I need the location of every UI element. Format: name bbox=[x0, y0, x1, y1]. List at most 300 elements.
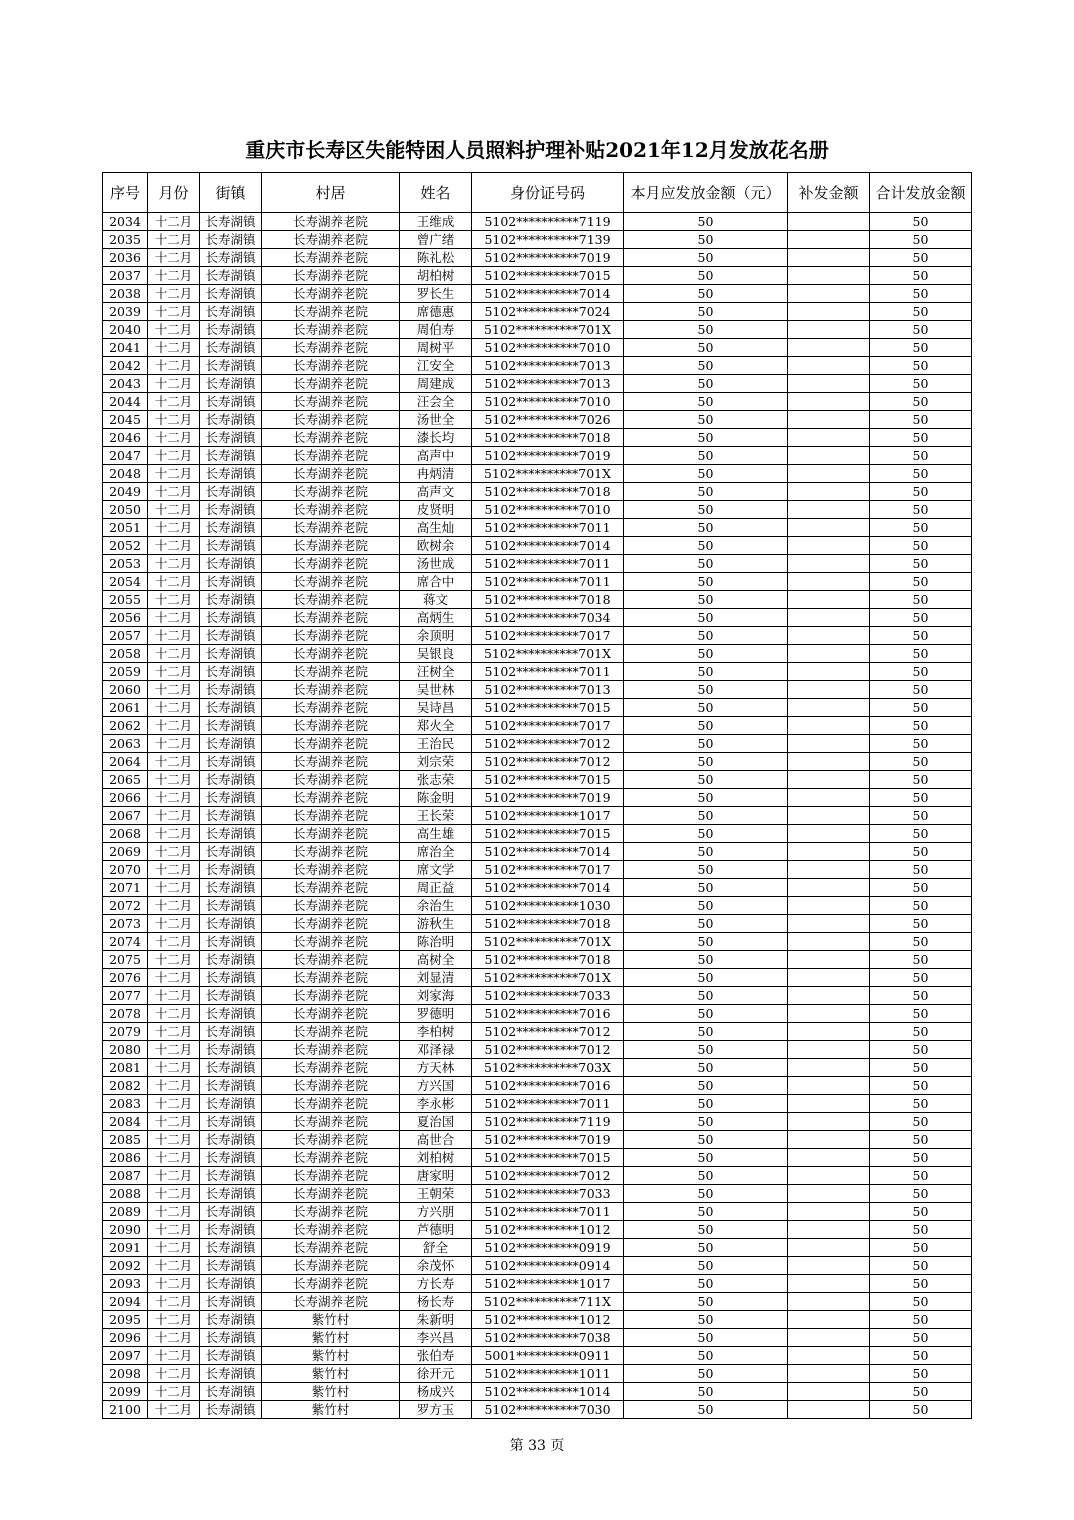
cell-month: 十二月 bbox=[148, 627, 200, 645]
cell-town: 长寿湖镇 bbox=[200, 879, 262, 897]
cell-serial: 2099 bbox=[103, 1383, 148, 1401]
cell-supplement bbox=[788, 357, 870, 375]
cell-serial: 2056 bbox=[103, 609, 148, 627]
cell-total: 50 bbox=[870, 1077, 972, 1095]
cell-id-number: 5102**********7013 bbox=[472, 357, 624, 375]
cell-total: 50 bbox=[870, 501, 972, 519]
cell-town: 长寿湖镇 bbox=[200, 357, 262, 375]
cell-village: 长寿湖养老院 bbox=[262, 879, 400, 897]
cell-month: 十二月 bbox=[148, 231, 200, 249]
cell-supplement bbox=[788, 951, 870, 969]
cell-name: 高树全 bbox=[400, 951, 472, 969]
cell-monthly-amount: 50 bbox=[624, 357, 788, 375]
cell-total: 50 bbox=[870, 879, 972, 897]
cell-supplement bbox=[788, 1293, 870, 1311]
cell-supplement bbox=[788, 447, 870, 465]
cell-name: 王维成 bbox=[400, 213, 472, 231]
cell-supplement bbox=[788, 519, 870, 537]
cell-id-number: 5102**********711X bbox=[472, 1293, 624, 1311]
cell-village: 长寿湖养老院 bbox=[262, 555, 400, 573]
cell-id-number: 5102**********1011 bbox=[472, 1365, 624, 1383]
cell-name: 胡柏树 bbox=[400, 267, 472, 285]
table-row bbox=[103, 1347, 972, 1365]
cell-serial: 2070 bbox=[103, 861, 148, 879]
cell-supplement bbox=[788, 897, 870, 915]
header-id-number: 身份证号码 bbox=[472, 173, 624, 213]
cell-serial: 2057 bbox=[103, 627, 148, 645]
table-row bbox=[103, 609, 972, 627]
cell-village: 长寿湖养老院 bbox=[262, 663, 400, 681]
cell-village: 紫竹村 bbox=[262, 1365, 400, 1383]
cell-month: 十二月 bbox=[148, 879, 200, 897]
cell-serial: 2097 bbox=[103, 1347, 148, 1365]
cell-supplement bbox=[788, 1257, 870, 1275]
cell-name: 罗长生 bbox=[400, 285, 472, 303]
cell-village: 长寿湖养老院 bbox=[262, 411, 400, 429]
cell-village: 长寿湖养老院 bbox=[262, 573, 400, 591]
header-total: 合计发放金额 bbox=[870, 173, 972, 213]
cell-town: 长寿湖镇 bbox=[200, 987, 262, 1005]
cell-month: 十二月 bbox=[148, 1185, 200, 1203]
table-row bbox=[103, 1077, 972, 1095]
cell-town: 长寿湖镇 bbox=[200, 843, 262, 861]
cell-serial: 2095 bbox=[103, 1311, 148, 1329]
cell-name: 杨成兴 bbox=[400, 1383, 472, 1401]
cell-serial: 2093 bbox=[103, 1275, 148, 1293]
cell-month: 十二月 bbox=[148, 465, 200, 483]
cell-total: 50 bbox=[870, 1365, 972, 1383]
cell-id-number: 5102**********7019 bbox=[472, 1131, 624, 1149]
cell-monthly-amount: 50 bbox=[624, 987, 788, 1005]
cell-name: 周树平 bbox=[400, 339, 472, 357]
cell-supplement bbox=[788, 375, 870, 393]
cell-month: 十二月 bbox=[148, 1095, 200, 1113]
table-row bbox=[103, 1311, 972, 1329]
cell-village: 长寿湖养老院 bbox=[262, 753, 400, 771]
cell-id-number: 5102**********7016 bbox=[472, 1005, 624, 1023]
cell-month: 十二月 bbox=[148, 1275, 200, 1293]
header-town: 街镇 bbox=[200, 173, 262, 213]
cell-supplement bbox=[788, 1221, 870, 1239]
cell-monthly-amount: 50 bbox=[624, 447, 788, 465]
cell-name: 高世合 bbox=[400, 1131, 472, 1149]
cell-monthly-amount: 50 bbox=[624, 1383, 788, 1401]
cell-serial: 2077 bbox=[103, 987, 148, 1005]
cell-monthly-amount: 50 bbox=[624, 1347, 788, 1365]
cell-supplement bbox=[788, 1329, 870, 1347]
cell-total: 50 bbox=[870, 609, 972, 627]
cell-total: 50 bbox=[870, 591, 972, 609]
cell-supplement bbox=[788, 933, 870, 951]
table-row bbox=[103, 1131, 972, 1149]
cell-village: 长寿湖养老院 bbox=[262, 249, 400, 267]
cell-id-number: 5102**********701X bbox=[472, 321, 624, 339]
cell-monthly-amount: 50 bbox=[624, 1401, 788, 1419]
cell-id-number: 5102**********7033 bbox=[472, 1185, 624, 1203]
cell-monthly-amount: 50 bbox=[624, 393, 788, 411]
cell-month: 十二月 bbox=[148, 1023, 200, 1041]
cell-month: 十二月 bbox=[148, 591, 200, 609]
cell-month: 十二月 bbox=[148, 753, 200, 771]
table-row bbox=[103, 267, 972, 285]
cell-name: 李永彬 bbox=[400, 1095, 472, 1113]
cell-monthly-amount: 50 bbox=[624, 591, 788, 609]
cell-town: 长寿湖镇 bbox=[200, 393, 262, 411]
cell-month: 十二月 bbox=[148, 213, 200, 231]
cell-id-number: 5102**********7018 bbox=[472, 591, 624, 609]
cell-monthly-amount: 50 bbox=[624, 375, 788, 393]
cell-id-number: 5102**********7010 bbox=[472, 339, 624, 357]
cell-supplement bbox=[788, 789, 870, 807]
cell-supplement bbox=[788, 1185, 870, 1203]
cell-month: 十二月 bbox=[148, 249, 200, 267]
cell-town: 长寿湖镇 bbox=[200, 915, 262, 933]
cell-serial: 2055 bbox=[103, 591, 148, 609]
cell-village: 长寿湖养老院 bbox=[262, 645, 400, 663]
cell-supplement bbox=[788, 501, 870, 519]
cell-village: 长寿湖养老院 bbox=[262, 339, 400, 357]
cell-village: 紫竹村 bbox=[262, 1401, 400, 1419]
cell-id-number: 5102**********1030 bbox=[472, 897, 624, 915]
cell-total: 50 bbox=[870, 897, 972, 915]
cell-name: 王治民 bbox=[400, 735, 472, 753]
cell-total: 50 bbox=[870, 969, 972, 987]
table-row bbox=[103, 933, 972, 951]
cell-monthly-amount: 50 bbox=[624, 573, 788, 591]
cell-total: 50 bbox=[870, 1257, 972, 1275]
table-row bbox=[103, 1257, 972, 1275]
cell-id-number: 5102**********7119 bbox=[472, 1113, 624, 1131]
table-row bbox=[103, 825, 972, 843]
cell-month: 十二月 bbox=[148, 321, 200, 339]
cell-town: 长寿湖镇 bbox=[200, 1131, 262, 1149]
cell-total: 50 bbox=[870, 285, 972, 303]
cell-supplement bbox=[788, 483, 870, 501]
table-row bbox=[103, 1041, 972, 1059]
header-supplement: 补发金额 bbox=[788, 173, 870, 213]
cell-village: 长寿湖养老院 bbox=[262, 1239, 400, 1257]
cell-id-number: 5102**********701X bbox=[472, 969, 624, 987]
cell-id-number: 5102**********7015 bbox=[472, 825, 624, 843]
cell-supplement bbox=[788, 987, 870, 1005]
cell-town: 长寿湖镇 bbox=[200, 1311, 262, 1329]
cell-month: 十二月 bbox=[148, 1203, 200, 1221]
cell-name: 邓泽禄 bbox=[400, 1041, 472, 1059]
cell-supplement bbox=[788, 681, 870, 699]
cell-town: 长寿湖镇 bbox=[200, 663, 262, 681]
cell-town: 长寿湖镇 bbox=[200, 735, 262, 753]
table-row bbox=[103, 1149, 972, 1167]
cell-serial: 2042 bbox=[103, 357, 148, 375]
cell-month: 十二月 bbox=[148, 1401, 200, 1419]
cell-village: 长寿湖养老院 bbox=[262, 375, 400, 393]
cell-supplement bbox=[788, 1203, 870, 1221]
table-row bbox=[103, 303, 972, 321]
cell-name: 方兴朋 bbox=[400, 1203, 472, 1221]
cell-id-number: 5102**********7011 bbox=[472, 555, 624, 573]
cell-village: 长寿湖养老院 bbox=[262, 1095, 400, 1113]
cell-name: 周伯寿 bbox=[400, 321, 472, 339]
cell-supplement bbox=[788, 915, 870, 933]
cell-name: 吴世林 bbox=[400, 681, 472, 699]
cell-name: 席文学 bbox=[400, 861, 472, 879]
cell-serial: 2045 bbox=[103, 411, 148, 429]
cell-month: 十二月 bbox=[148, 789, 200, 807]
table-row bbox=[103, 465, 972, 483]
cell-serial: 2036 bbox=[103, 249, 148, 267]
cell-total: 50 bbox=[870, 1095, 972, 1113]
cell-village: 长寿湖养老院 bbox=[262, 699, 400, 717]
cell-serial: 2064 bbox=[103, 753, 148, 771]
cell-month: 十二月 bbox=[148, 555, 200, 573]
cell-monthly-amount: 50 bbox=[624, 267, 788, 285]
cell-supplement bbox=[788, 717, 870, 735]
table-row bbox=[103, 969, 972, 987]
cell-town: 长寿湖镇 bbox=[200, 1095, 262, 1113]
table-row bbox=[103, 537, 972, 555]
cell-monthly-amount: 50 bbox=[624, 627, 788, 645]
cell-total: 50 bbox=[870, 267, 972, 285]
cell-total: 50 bbox=[870, 1149, 972, 1167]
cell-serial: 2052 bbox=[103, 537, 148, 555]
cell-id-number: 5102**********7011 bbox=[472, 1095, 624, 1113]
cell-village: 长寿湖养老院 bbox=[262, 1257, 400, 1275]
cell-serial: 2046 bbox=[103, 429, 148, 447]
cell-supplement bbox=[788, 555, 870, 573]
cell-village: 长寿湖养老院 bbox=[262, 267, 400, 285]
cell-town: 长寿湖镇 bbox=[200, 1113, 262, 1131]
cell-monthly-amount: 50 bbox=[624, 1239, 788, 1257]
cell-total: 50 bbox=[870, 825, 972, 843]
table-row bbox=[103, 915, 972, 933]
cell-total: 50 bbox=[870, 1041, 972, 1059]
table-row bbox=[103, 231, 972, 249]
cell-town: 长寿湖镇 bbox=[200, 1185, 262, 1203]
cell-village: 长寿湖养老院 bbox=[262, 933, 400, 951]
cell-town: 长寿湖镇 bbox=[200, 501, 262, 519]
cell-town: 长寿湖镇 bbox=[200, 807, 262, 825]
cell-id-number: 5102**********7018 bbox=[472, 429, 624, 447]
cell-town: 长寿湖镇 bbox=[200, 717, 262, 735]
cell-town: 长寿湖镇 bbox=[200, 1203, 262, 1221]
cell-town: 长寿湖镇 bbox=[200, 861, 262, 879]
table-row bbox=[103, 213, 972, 231]
cell-total: 50 bbox=[870, 915, 972, 933]
cell-town: 长寿湖镇 bbox=[200, 447, 262, 465]
table-row bbox=[103, 753, 972, 771]
cell-id-number: 5001**********0911 bbox=[472, 1347, 624, 1365]
cell-id-number: 5102**********7024 bbox=[472, 303, 624, 321]
cell-village: 长寿湖养老院 bbox=[262, 519, 400, 537]
cell-name: 余茂怀 bbox=[400, 1257, 472, 1275]
cell-month: 十二月 bbox=[148, 483, 200, 501]
cell-village: 紫竹村 bbox=[262, 1329, 400, 1347]
cell-serial: 2035 bbox=[103, 231, 148, 249]
cell-id-number: 5102**********7014 bbox=[472, 537, 624, 555]
cell-town: 长寿湖镇 bbox=[200, 1329, 262, 1347]
cell-serial: 2059 bbox=[103, 663, 148, 681]
table-row bbox=[103, 1203, 972, 1221]
cell-supplement bbox=[788, 1149, 870, 1167]
table-row bbox=[103, 1383, 972, 1401]
cell-serial: 2078 bbox=[103, 1005, 148, 1023]
cell-name: 汪树全 bbox=[400, 663, 472, 681]
cell-monthly-amount: 50 bbox=[624, 483, 788, 501]
cell-name: 郑火全 bbox=[400, 717, 472, 735]
cell-supplement bbox=[788, 1095, 870, 1113]
cell-monthly-amount: 50 bbox=[624, 537, 788, 555]
table-row bbox=[103, 735, 972, 753]
cell-monthly-amount: 50 bbox=[624, 879, 788, 897]
cell-name: 方长寿 bbox=[400, 1275, 472, 1293]
cell-month: 十二月 bbox=[148, 987, 200, 1005]
cell-supplement bbox=[788, 285, 870, 303]
cell-supplement bbox=[788, 807, 870, 825]
cell-town: 长寿湖镇 bbox=[200, 1401, 262, 1419]
cell-total: 50 bbox=[870, 1311, 972, 1329]
cell-monthly-amount: 50 bbox=[624, 1059, 788, 1077]
table-row bbox=[103, 1167, 972, 1185]
cell-monthly-amount: 50 bbox=[624, 915, 788, 933]
cell-month: 十二月 bbox=[148, 573, 200, 591]
cell-town: 长寿湖镇 bbox=[200, 1257, 262, 1275]
cell-id-number: 5102**********7026 bbox=[472, 411, 624, 429]
cell-village: 长寿湖养老院 bbox=[262, 483, 400, 501]
cell-supplement bbox=[788, 1077, 870, 1095]
table-row bbox=[103, 483, 972, 501]
cell-supplement bbox=[788, 393, 870, 411]
cell-total: 50 bbox=[870, 231, 972, 249]
cell-town: 长寿湖镇 bbox=[200, 321, 262, 339]
cell-total: 50 bbox=[870, 393, 972, 411]
cell-id-number: 5102**********7013 bbox=[472, 681, 624, 699]
cell-name: 杨长寿 bbox=[400, 1293, 472, 1311]
cell-monthly-amount: 50 bbox=[624, 231, 788, 249]
cell-name: 方兴国 bbox=[400, 1077, 472, 1095]
cell-village: 长寿湖养老院 bbox=[262, 465, 400, 483]
cell-month: 十二月 bbox=[148, 519, 200, 537]
cell-id-number: 5102**********7013 bbox=[472, 375, 624, 393]
cell-month: 十二月 bbox=[148, 501, 200, 519]
cell-village: 长寿湖养老院 bbox=[262, 1293, 400, 1311]
cell-village: 长寿湖养老院 bbox=[262, 1221, 400, 1239]
cell-serial: 2065 bbox=[103, 771, 148, 789]
cell-month: 十二月 bbox=[148, 771, 200, 789]
cell-id-number: 5102**********7014 bbox=[472, 879, 624, 897]
cell-name: 李柏树 bbox=[400, 1023, 472, 1041]
cell-supplement bbox=[788, 213, 870, 231]
cell-monthly-amount: 50 bbox=[624, 213, 788, 231]
header-serial: 序号 bbox=[103, 173, 148, 213]
cell-village: 长寿湖养老院 bbox=[262, 429, 400, 447]
cell-total: 50 bbox=[870, 447, 972, 465]
cell-supplement bbox=[788, 825, 870, 843]
cell-month: 十二月 bbox=[148, 1059, 200, 1077]
cell-total: 50 bbox=[870, 357, 972, 375]
cell-village: 长寿湖养老院 bbox=[262, 735, 400, 753]
cell-monthly-amount: 50 bbox=[624, 1077, 788, 1095]
table-row bbox=[103, 573, 972, 591]
cell-monthly-amount: 50 bbox=[624, 1185, 788, 1203]
cell-serial: 2054 bbox=[103, 573, 148, 591]
cell-name: 唐家明 bbox=[400, 1167, 472, 1185]
cell-name: 欧树余 bbox=[400, 537, 472, 555]
cell-supplement bbox=[788, 465, 870, 483]
table-row bbox=[103, 249, 972, 267]
cell-total: 50 bbox=[870, 1167, 972, 1185]
cell-total: 50 bbox=[870, 1383, 972, 1401]
cell-month: 十二月 bbox=[148, 1005, 200, 1023]
cell-supplement bbox=[788, 969, 870, 987]
cell-name: 张志荣 bbox=[400, 771, 472, 789]
cell-serial: 2048 bbox=[103, 465, 148, 483]
cell-id-number: 5102**********1012 bbox=[472, 1221, 624, 1239]
cell-town: 长寿湖镇 bbox=[200, 969, 262, 987]
cell-serial: 2069 bbox=[103, 843, 148, 861]
cell-supplement bbox=[788, 735, 870, 753]
cell-monthly-amount: 50 bbox=[624, 339, 788, 357]
table-row bbox=[103, 987, 972, 1005]
cell-name: 余治生 bbox=[400, 897, 472, 915]
cell-name: 陈治明 bbox=[400, 933, 472, 951]
cell-supplement bbox=[788, 411, 870, 429]
cell-supplement bbox=[788, 1365, 870, 1383]
cell-total: 50 bbox=[870, 681, 972, 699]
cell-serial: 2044 bbox=[103, 393, 148, 411]
cell-monthly-amount: 50 bbox=[624, 825, 788, 843]
cell-serial: 2047 bbox=[103, 447, 148, 465]
cell-serial: 2038 bbox=[103, 285, 148, 303]
table-row bbox=[103, 951, 972, 969]
cell-month: 十二月 bbox=[148, 609, 200, 627]
cell-name: 李兴昌 bbox=[400, 1329, 472, 1347]
cell-id-number: 5102**********1017 bbox=[472, 807, 624, 825]
cell-total: 50 bbox=[870, 1131, 972, 1149]
cell-serial: 2098 bbox=[103, 1365, 148, 1383]
table-row bbox=[103, 375, 972, 393]
cell-name: 陈金明 bbox=[400, 789, 472, 807]
table-body bbox=[103, 213, 972, 1419]
cell-village: 长寿湖养老院 bbox=[262, 591, 400, 609]
cell-town: 长寿湖镇 bbox=[200, 249, 262, 267]
cell-serial: 2067 bbox=[103, 807, 148, 825]
cell-name: 王朝荣 bbox=[400, 1185, 472, 1203]
cell-town: 长寿湖镇 bbox=[200, 771, 262, 789]
cell-serial: 2050 bbox=[103, 501, 148, 519]
cell-serial: 2066 bbox=[103, 789, 148, 807]
cell-id-number: 5102**********7011 bbox=[472, 1203, 624, 1221]
cell-id-number: 5102**********701X bbox=[472, 465, 624, 483]
cell-supplement bbox=[788, 321, 870, 339]
cell-id-number: 5102**********7012 bbox=[472, 735, 624, 753]
cell-monthly-amount: 50 bbox=[624, 1005, 788, 1023]
cell-supplement bbox=[788, 699, 870, 717]
cell-serial: 2084 bbox=[103, 1113, 148, 1131]
cell-village: 长寿湖养老院 bbox=[262, 1077, 400, 1095]
cell-name: 高炳生 bbox=[400, 609, 472, 627]
cell-id-number: 5102**********703X bbox=[472, 1059, 624, 1077]
cell-serial: 2083 bbox=[103, 1095, 148, 1113]
cell-village: 长寿湖养老院 bbox=[262, 447, 400, 465]
cell-month: 十二月 bbox=[148, 1167, 200, 1185]
cell-village: 长寿湖养老院 bbox=[262, 915, 400, 933]
cell-monthly-amount: 50 bbox=[624, 663, 788, 681]
table-row bbox=[103, 771, 972, 789]
cell-serial: 2049 bbox=[103, 483, 148, 501]
cell-village: 紫竹村 bbox=[262, 1383, 400, 1401]
cell-id-number: 5102**********7010 bbox=[472, 501, 624, 519]
cell-serial: 2062 bbox=[103, 717, 148, 735]
